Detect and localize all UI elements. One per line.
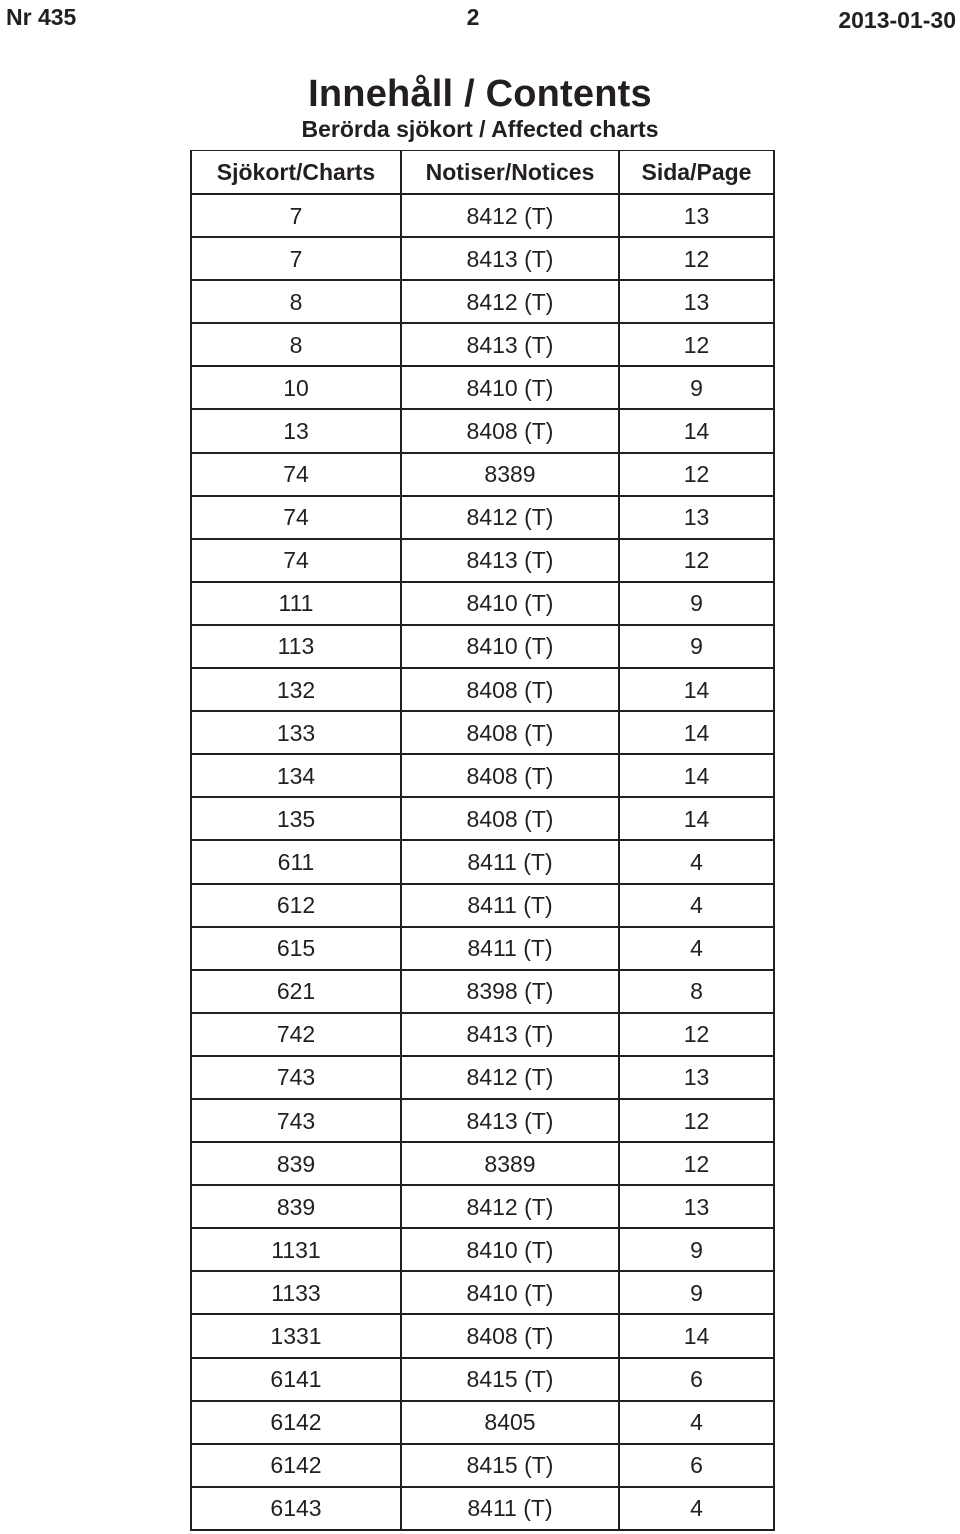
cell-notice: 8408 (T) <box>401 409 619 452</box>
cell-notice: 8412 (T) <box>401 1056 619 1099</box>
cell-chart: 1133 <box>191 1271 401 1314</box>
cell-notice: 8389 <box>401 453 619 496</box>
cell-page: 13 <box>619 1185 774 1228</box>
cell-page: 9 <box>619 1228 774 1271</box>
cell-page: 6 <box>619 1358 774 1401</box>
table-row <box>191 582 774 625</box>
cell-page: 12 <box>619 539 774 582</box>
cell-notice: 8408 (T) <box>401 668 619 711</box>
table-row <box>191 927 774 970</box>
table-row <box>191 1314 774 1357</box>
table-row <box>191 1401 774 1444</box>
cell-notice: 8413 (T) <box>401 323 619 366</box>
table-row <box>191 754 774 797</box>
cell-chart: 132 <box>191 668 401 711</box>
table-row <box>191 1013 774 1056</box>
cell-chart: 135 <box>191 797 401 840</box>
cell-chart: 839 <box>191 1185 401 1228</box>
cell-page: 12 <box>619 1142 774 1185</box>
cell-page: 8 <box>619 970 774 1013</box>
cell-page: 14 <box>619 1314 774 1357</box>
cell-page: 14 <box>619 409 774 452</box>
cell-chart: 1131 <box>191 1228 401 1271</box>
cell-chart: 6141 <box>191 1358 401 1401</box>
table-row <box>191 1142 774 1185</box>
column-header-notices: Notiser/Notices <box>401 151 619 195</box>
cell-page: 12 <box>619 237 774 280</box>
cell-page: 13 <box>619 1056 774 1099</box>
cell-chart: 612 <box>191 884 401 927</box>
cell-page: 14 <box>619 754 774 797</box>
cell-page: 9 <box>619 582 774 625</box>
table-row <box>191 884 774 927</box>
table-row <box>191 194 774 237</box>
cell-chart: 74 <box>191 539 401 582</box>
table-row <box>191 1271 774 1314</box>
cell-chart: 7 <box>191 237 401 280</box>
cell-chart: 6142 <box>191 1401 401 1444</box>
table-row <box>191 237 774 280</box>
table-header <box>191 151 774 195</box>
cell-chart: 621 <box>191 970 401 1013</box>
table-row <box>191 797 774 840</box>
cell-notice: 8412 (T) <box>401 1185 619 1228</box>
cell-page: 13 <box>619 496 774 539</box>
contents-table-container <box>190 150 773 1531</box>
cell-notice: 8410 (T) <box>401 625 619 668</box>
cell-notice: 8412 (T) <box>401 280 619 323</box>
cell-page: 9 <box>619 366 774 409</box>
cell-chart: 74 <box>191 453 401 496</box>
cell-notice: 8398 (T) <box>401 970 619 1013</box>
cell-chart: 6142 <box>191 1444 401 1487</box>
cell-page: 12 <box>619 1099 774 1142</box>
table-row <box>191 840 774 883</box>
cell-notice: 8405 <box>401 1401 619 1444</box>
column-header-charts: Sjökort/Charts <box>191 151 401 195</box>
table-row <box>191 1185 774 1228</box>
cell-chart: 839 <box>191 1142 401 1185</box>
cell-page: 14 <box>619 797 774 840</box>
page-header <box>0 0 960 40</box>
cell-notice: 8410 (T) <box>401 366 619 409</box>
table-row <box>191 1056 774 1099</box>
cell-chart: 113 <box>191 625 401 668</box>
cell-page: 4 <box>619 840 774 883</box>
cell-chart: 7 <box>191 194 401 237</box>
table-row <box>191 1444 774 1487</box>
cell-notice: 8410 (T) <box>401 582 619 625</box>
cell-page: 12 <box>619 453 774 496</box>
table-row <box>191 1228 774 1271</box>
cell-notice: 8408 (T) <box>401 711 619 754</box>
table-body <box>191 194 774 1530</box>
page-title: Innehåll / Contents <box>308 73 652 115</box>
cell-notice: 8413 (T) <box>401 1099 619 1142</box>
table-row <box>191 668 774 711</box>
cell-page: 12 <box>619 1013 774 1056</box>
table-row <box>191 280 774 323</box>
cell-chart: 133 <box>191 711 401 754</box>
column-header-page: Sida/Page <box>619 151 774 195</box>
cell-chart: 611 <box>191 840 401 883</box>
cell-chart: 742 <box>191 1013 401 1056</box>
cell-chart: 8 <box>191 323 401 366</box>
cell-page: 13 <box>619 194 774 237</box>
cell-chart: 615 <box>191 927 401 970</box>
cell-notice: 8408 (T) <box>401 797 619 840</box>
cell-chart: 10 <box>191 366 401 409</box>
affected-charts-table <box>190 150 775 1531</box>
table-row <box>191 970 774 1013</box>
cell-notice: 8415 (T) <box>401 1358 619 1401</box>
issue-number: Nr 435 <box>6 4 77 30</box>
cell-chart: 743 <box>191 1099 401 1142</box>
cell-notice: 8411 (T) <box>401 840 619 883</box>
table-row <box>191 711 774 754</box>
cell-chart: 13 <box>191 409 401 452</box>
cell-notice: 8408 (T) <box>401 754 619 797</box>
cell-page: 12 <box>619 323 774 366</box>
cell-notice: 8389 <box>401 1142 619 1185</box>
cell-chart: 6143 <box>191 1487 401 1530</box>
table-row <box>191 539 774 582</box>
table-row <box>191 1358 774 1401</box>
cell-chart: 8 <box>191 280 401 323</box>
table-header-row <box>191 151 774 195</box>
cell-chart: 743 <box>191 1056 401 1099</box>
cell-notice: 8411 (T) <box>401 884 619 927</box>
table-row <box>191 1099 774 1142</box>
cell-notice: 8413 (T) <box>401 1013 619 1056</box>
cell-notice: 8415 (T) <box>401 1444 619 1487</box>
cell-notice: 8410 (T) <box>401 1228 619 1271</box>
cell-chart: 1331 <box>191 1314 401 1357</box>
cell-notice: 8412 (T) <box>401 194 619 237</box>
cell-page: 4 <box>619 1487 774 1530</box>
cell-notice: 8413 (T) <box>401 237 619 280</box>
cell-notice: 8413 (T) <box>401 539 619 582</box>
cell-notice: 8410 (T) <box>401 1271 619 1314</box>
cell-notice: 8408 (T) <box>401 1314 619 1357</box>
cell-page: 4 <box>619 1401 774 1444</box>
cell-notice: 8411 (T) <box>401 927 619 970</box>
cell-page: 14 <box>619 711 774 754</box>
cell-notice: 8412 (T) <box>401 496 619 539</box>
table-row <box>191 409 774 452</box>
cell-notice: 8411 (T) <box>401 1487 619 1530</box>
cell-page: 9 <box>619 1271 774 1314</box>
cell-page: 9 <box>619 625 774 668</box>
cell-page: 13 <box>619 280 774 323</box>
cell-page: 4 <box>619 927 774 970</box>
cell-chart: 111 <box>191 582 401 625</box>
cell-page: 14 <box>619 668 774 711</box>
cell-chart: 134 <box>191 754 401 797</box>
table-row <box>191 453 774 496</box>
table-row <box>191 366 774 409</box>
issue-date: 2013-01-30 <box>838 7 956 33</box>
cell-page: 6 <box>619 1444 774 1487</box>
cell-chart: 74 <box>191 496 401 539</box>
table-row <box>191 625 774 668</box>
page-subtitle: Berörda sjökort / Affected charts <box>301 116 659 142</box>
cell-page: 4 <box>619 884 774 927</box>
table-row <box>191 1487 774 1530</box>
page-number: 2 <box>466 4 480 30</box>
table-row <box>191 323 774 366</box>
table-row <box>191 496 774 539</box>
